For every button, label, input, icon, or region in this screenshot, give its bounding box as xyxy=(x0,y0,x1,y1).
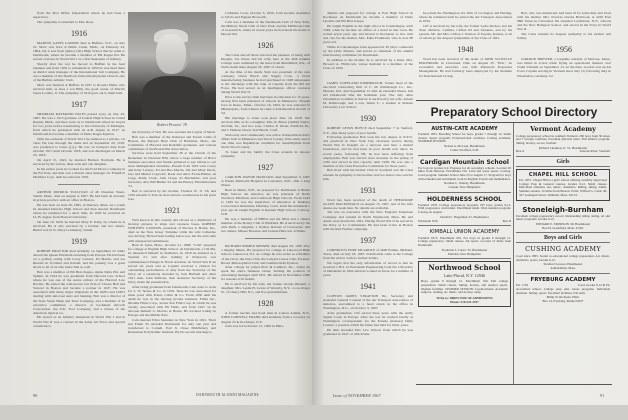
ad-name: CUSHING ACADEMY xyxy=(525,245,601,254)
right-column-2 xyxy=(419,11,512,78)
ad-name: HOLDERNESS SCHOOL xyxy=(427,195,502,203)
ad-body: Coed since 1865. Sound co-educational college preparation. Art, music, dramatics, sports. Grades 9-12. xyxy=(516,253,610,262)
section-heading-boys-and-girls: Boys and Girls xyxy=(516,234,610,243)
ad-established: Est. 1792 xyxy=(516,283,529,288)
ad-northwood xyxy=(418,261,511,307)
obituary-paragraph: Word has been received of the death of JOHN SCOVILLE HOLBROOK in Cleveland, Ohio on August 25. "Bob," an economist and associate, was with Rubenoid Properties Management. He had formerly been employed by the Institute for International Living. xyxy=(419,57,512,78)
ad-body: Founded 1879. College preparatory program, 185 boys, grades 9-12. With progressive curriculum. Enrollment small. Well-rounded program. Catalog on request. xyxy=(418,202,511,215)
obituary-paragraph: Bob lived with his brother Clint in Southold and the Class extends its sympathy to his brother and two sisters who survive him. xyxy=(323,168,413,181)
directory-right-column xyxy=(514,123,612,384)
ad-headmaster: Stratford Lawson, Headmaster xyxy=(543,262,583,267)
page-number: 90 xyxy=(33,393,38,398)
obituary-paragraph: We regret that the only information of record is that he received a B.S. in Petroleum Engineering from the University of Oklahoma in 1942 and had worked in Texas for a number of years. xyxy=(323,260,413,277)
left-column-3 xyxy=(221,11,310,329)
ad-location: Lake Placid, N.Y. 12946 xyxy=(443,273,486,279)
obituary-paragraph: Well known in this country and abroad as a distributor of moving pictures to ships and overseas bases, ROBERT WHITNEY CANNON, president of Movies at Home, Inc., died on the New Jersey Turnpike while his wife Catherine was driving. He had been feeling below par, but the end came with unexpected suddenness. xyxy=(128,218,216,243)
obituary-paragraph: The Class extends its deepest sympathy to his mother and family. xyxy=(517,31,611,41)
obituary-paragraph: CARLTON WAYNE HANCOCK died September 5, 1967 at Weeks Memorial Hospital in Lancaster, N.H., after a long illness. xyxy=(221,174,310,188)
obituary-paragraph: Marv was married at Buffalo in 1937 to Rosetta Hahn, who survives him, as does a son Billy, the good owner of Marvin Gates Loomis, Jr. The sympathy of 1916 goes out to them both. xyxy=(33,82,125,95)
ad-name: AUSTIN-CATE ACADEMY xyxy=(431,126,498,132)
ad-body: Excellent college preparatory record. Outstanding riding, skiing, art and music programs. Grades 9-12. xyxy=(516,213,610,222)
left-page xyxy=(0,0,312,405)
section-heading-girls: Girls xyxy=(516,158,610,167)
obituary-paragraph: In his earlier years he worked for the Ford Motor Company in the Far East, and then was a district sales manager for Frankfort Distillers Corp. until he retired in 1952. xyxy=(33,166,125,179)
right-column-1 xyxy=(323,11,413,337)
ad-headmaster: Nelson A. McLean, Headmaster xyxy=(444,144,485,149)
ad-stoneleigh-burnham xyxy=(516,204,610,234)
obituary-paragraph: ROBERT PROCTOR died suddenly on September 25 while aboard the Queen Elizabeth returning from Europe. He had been on a golfing outing with Corey Larners, Ed Martin, and Joe Russell in Scotland and Ireland, and his passing was a great shock to all of us who knew him so well. xyxy=(33,248,125,270)
ad-phone: Phone: 518-523-3357 xyxy=(450,299,479,304)
obituary-paragraph: from the Post Office Department where he had been a supervisor. xyxy=(33,11,125,20)
preparatory-school-directory xyxy=(416,100,612,385)
class-year-heading: 1928 xyxy=(257,299,274,309)
ad-body: College preparatory school in southern Vermont. 260 boys from 30 states and 7 foreign countries. Excellent physical plant. Full athletic program. Skiing, hockey, soccer, football. xyxy=(516,133,610,145)
obituary-paragraph: CLIFTON JAMES STRATTON JR., Secretary and Assistant General Counsel of the Air Transport Association of America, succumbed to a heart attack in his office in Washington, D.C., on October 3, 1967. xyxy=(323,294,413,311)
obituary-paragraph: He was a member of NHEA and the NEA and a charter member of the Rotary Club of Pittsfield. He is survived by his wife Ruth, a daughter, a brother, Roland of Gloucester, and two sisters, Misses Florence and Celeste Hancock of Milan. xyxy=(221,216,310,234)
obituary-paragraph: He is survived by his wife, the former Gladys Bennett, a daughter, Mrs. Leslie H. Lewis of Waverly, N.Y., a son, Roger W. of Cherry Hill, N.J., and five grandchildren. xyxy=(221,282,310,295)
obituary-paragraph: After graduation, Clif served three years with the Army Signal Corps in Europe. After the war he worked briefly as Washington correspondent for the Eureka (Kansas) Daily Courier, a position which his father had held for thirty years. xyxy=(323,310,413,328)
obituary-paragraph: ROBERT LEWIS BOYCE died September 7 in Sanford, N.Y., after many years of poor health. xyxy=(323,126,413,135)
ad-headmaster: Frederick S. Carter '35, Headmaster xyxy=(441,247,488,252)
obituary-paragraph: he joined the Washington law firm of Covington and Burling, where he remained until he joined the Air Transport Association in 1956. xyxy=(419,11,512,24)
portrait-photo xyxy=(128,12,216,120)
ad-address: Meriden, New Hampshire xyxy=(447,251,482,256)
obituary-paragraph: MERRIAM RAYMOND FALES passed away on July 26, 1967. He was a 1913 graduate of Central High School in Grand Rapids, Mich., and then went on to Dartmouth where he stayed for two years before transferring to the University of Michigan, from which he graduated with an A.B. degree in 1917. At Dartmouth he became a member of Delta Kappa Epsilon. xyxy=(33,112,125,137)
obituary-paragraph: Shortly after the war he moved to Buffalo in the feed business and from 1932 to retirement in 1959 he was head there as district sales manager of the International Salt Company. He was a member of the Dearborn United Presbyterian Church, also of the Buffalo Athletic Club. xyxy=(33,61,125,83)
ad-grades: Coed. Grades 9-12 & PG xyxy=(577,283,610,288)
class-year-heading: 1917 xyxy=(71,100,87,109)
ad-body: For boys in Grades 6-9. Prepares for all secondary schools. Located 20 miles from Hanover. Enrollment 150. Land and water sports. Catalog. Coed program. Summer School June 23 to August 17. Program for boys with remedial and enrichment work in English, French and mathematics. xyxy=(418,165,511,181)
ad-body: Boys, grades 9 through 12. Enrollment 160. Full college preparation. Small classes. Skiing, hockey, and outdoor sports. Modern facilities. SUMMER SESSION: Coeducational. Academic subjects, reading, art, music, and hockey camp. xyxy=(421,279,508,295)
obituary-paragraph: CORNELIUS FORT MCARDLE of 2600 Fannin, Midland, Texas, died on July 18, 1967. Notification came to the College from his widow with no further details. xyxy=(323,247,413,261)
obituary-paragraph: A former teacher and hotel man in Canton Adams, N.Y., JOHN CORWELL FRANK died suddenly from a coronary on August 25 in Rochester, N.Y. xyxy=(221,311,310,324)
class-year-heading: 1921 xyxy=(164,206,180,216)
ad-address: Box H, Greenfield, Mass. 01301 xyxy=(542,225,584,230)
class-year-heading: 1916 xyxy=(71,28,87,38)
obituary-paragraph: He then attended Yale Law School, from which he was graduated in 1947, at which time xyxy=(323,327,413,336)
ad-cardigan xyxy=(418,157,511,193)
obituary-paragraph: Bob was a member of Phi Beta Kappa, Alpha Delta Phi, and Sphinx. In 1924 he was graduated from Harvard Law School where he was one of the senior editors of the Harvard Law Review. He joined the well-known law firm of Choate Hall and Stewart in Boston and became a partner in 1927. He was associated with many major litigations in the 1920's and 1930's dealing with anti-trust suits and banking. Bob was a director of the State Street Bank and Trust Company, and a member of its executive committee; a director of Lockheed Aircraft Corporation, the O.K. Tool Company, and a trustee of the American Optical Co. xyxy=(33,269,125,315)
ad-name: Cardigan Mountain School xyxy=(420,158,509,166)
obituary-paragraph: JAMES COPELAND KIMBROUGH, former head of the electrical contracting firm of C. M. Kimbrough Co., Inc., Muncie, Ind., died September 12 after an extended illness. Jim left Dartmouth after his freshman year. The only other information available is that he is survived by his wife, Arleen M. Kimbrough, and a son, James T., a student at Indiana University Law School. xyxy=(323,80,413,110)
ad-name: CHAPEL HILL SCHOOL xyxy=(528,172,598,179)
ad-cushing xyxy=(516,244,610,273)
obituary-paragraph: delphia and prepared for college at East High School in Rochester. At Dartmouth he became a member of Delta Upsilon and Phi Beta Kappa. xyxy=(323,11,413,24)
ad-body: Founded 1833. Boarding School for boys, grades 7 through 12. Small classes. Sports program. Extracurricular activities. Catalog available. SUMMER SESSION. xyxy=(418,132,511,144)
ad-headmaster: Donald C. Hagerman '41, Headmaster xyxy=(440,214,489,219)
ad-name: Northwood School xyxy=(428,263,501,273)
ad-kimball-union xyxy=(418,227,511,259)
obituary-paragraph: Bob was a member of the Somerset and Tavern Clubs of Boston, the Myopia Hunt Club of Hamilton, Mass., the Committee of Harvard and Radcliffe graduates, and various committees of the Boston Bar Association. xyxy=(128,134,216,151)
obituary-paragraph: To Janet and his family the Class extends its sincere sympathy. xyxy=(221,149,310,158)
class-year-heading: 1948 xyxy=(457,45,474,55)
ad-headmaster: Philip W. Richards, Hdm. xyxy=(546,295,580,300)
running-foot: DARTMOUTH ALUMNI MAGAZINE xyxy=(196,393,259,397)
obituary-paragraph: RICHARD BOMER MEINER died August 29, 1967 after a lengthy illness. He prepared for college at Lakewood High School, Lakewood, N.J. At college he was active as a member of the Choir, the Glee Club, the Ledyard Canoe Club, Forensic Board, Philosophical Club, and Gamma Delta Epsilon. xyxy=(221,244,311,265)
obituary-paragraph: Cam was a member of the Dartmouth Club of New York, the Military Naval Club of New York, and the Millbrook Club of Greenwich, where in recent years he had made his home at Dewart Rd. xyxy=(221,19,310,36)
obituary-paragraph: He taught English in the high school in Canandaigua, until 1948, when he became an officer of a hotel in that town. He retired seven years ago and moved to Rochester to live with and care for his mother, Mrs. Edna Frankland, who is now 88 years old. xyxy=(323,23,413,45)
left-column-2 xyxy=(128,130,216,335)
left-column-1 xyxy=(33,11,125,328)
class-year-heading: 1956 xyxy=(556,45,572,55)
obituary-paragraph: He was born on June 20, 1895, at Danvers, Mass. As a youth he attended Danvers High School and then entered Dartmouth where he remained for a short time. In 1920 he received an LL.B. degree from Boston University. xyxy=(33,202,125,220)
divider xyxy=(348,75,389,76)
ad-address: Box 14, Fryeburg, Maine 04037 xyxy=(542,298,584,303)
ad-address: Plymouth, N.H. xyxy=(418,218,439,223)
directory-left-column xyxy=(416,123,514,384)
obituary-paragraph: the Secretary of War. He was awarded the Legion of Merit. xyxy=(132,130,216,134)
obituary-paragraph: Born in Milan, N.H., he prepared for Dartmouth at Berlin High School. An educator, he was principal of North Stratford, Pittsfield, and Colebrook High Schools. From 1943 to 1945 he was the supervisor of education at Danbury Correctional Institution, Danbury, Conn. Until his retirement a year ago he taught English at Kennett High School, Conway, N.H. xyxy=(221,187,310,217)
ad-body: Founded 1813. Enrollment 250. For boys in grades 9 through 12. College preparatory. Small classes. All sports. Located 12 miles from Dartmouth. xyxy=(418,235,511,248)
obituary-paragraph: The Class and all those who had the pleasure of being with Imogen, Joe Owen and his wife, here at the 40th Alumni College were saddened by the news from Marshfield, Wis., of Stub's death there August 26, 1967 of cancer. xyxy=(221,53,310,70)
obituary-paragraph: Bob is survived by his brother, Thomas W. Jr. '18, and 1919 extends to Tom its most sincere condolences in his great loss. xyxy=(128,188,216,201)
directory-title: Preparatory School Directory xyxy=(416,101,612,123)
obituary-paragraph: Following graduation Bob took his law degree at N.Y.U. and practiced in New York City. Overseas service during World War II brought on a nervous and later a mental breakdown, and he had been in poor health ever since. In recent years, following TB, he had been suffering from emphysema. Bob was elected class treasurer in the spring of 1930 and served in that capacity until 1938. He was also a member of the Class Executive Committee for those years. xyxy=(323,135,413,168)
ad-footer-row xyxy=(418,220,511,224)
ad-address: Canaan, New Hampshire xyxy=(448,185,481,190)
obituary-paragraph: Clif is survived by his wife, the former Lydia Decker, and his three children, Cynthia, Clifton III and Suzanne, and by his parents, Mr. and Mrs. Clifton J. Stratton of Topeka, Kansas, to all of whom go the deepest sympathies of the Class of 1941. xyxy=(419,23,512,41)
ad-name: Vermont Academy xyxy=(530,125,596,133)
class-year-heading: 1941 xyxy=(360,282,376,292)
ad-body: Accredited school. College prep plus career programs. Individual attention. Skiing, sports. Excellent facilities. Fall term. xyxy=(516,286,610,295)
ad-footer-row xyxy=(516,150,610,154)
obituary-paragraph: Our sympathy is extended to Mrs. Ross. xyxy=(37,19,94,24)
obituary-paragraph: Born in Lynn, Mass., October 21, 1898, "Cam" prepared for college at English High School. At Dartmouth, a Chi Phi, he interested himself in dramatics. In 1918 he enlisted as a Seaman 2/c and after training at Pensacola was commissioned Ensign in Naval Aviation. In World War II he served six years and as Captain received a citation for outstanding performance of duty from the Secretary of the Navy. At a ceremony attended by Jack Hubbell and other 1921 men, John Sullivan, then Assistant Secretary of the Navy, made the presentation. xyxy=(128,243,216,284)
ad-box: Box A xyxy=(516,149,525,154)
obituary-paragraph: GORDON BREWER, a longtime resident of Melrose, Mass., was killed in action while flying an operational mission over South Vietnam on September 14. At the time, Gordon was an Air Force Captain serving in Vietnam since July 10, following duty in Wiesbaden, Germany, for xyxy=(517,57,611,78)
ad-name: Stoneleigh-Burnham xyxy=(522,205,604,214)
obituary-paragraph: On June 10, 1926, he married Mary E. Kiely, by whom he is survived. He is also survived by a brother, and two sisters. Burial was in St. Mary's Cemetery, Salem. xyxy=(33,219,125,232)
ad-name: KIMBALL UNION ACADEMY xyxy=(429,229,500,236)
obituary-paragraph: Services were held September 28 at the Church of the Redeemer in Chestnut Hill, where a large number of Bob's business associates and friends gathered to pay tribute to our most distinguished classmate. Present from 1919 were Corey and Kitty Larners, Ed and Bea Martin, Jim and Mary Davis, Gus and Muriel Cogswell, Rook and Alice Evans-Blaine, Al Copp, Prudy Clark, John Clapp, Al Batchelder, and your Secretary. Also Bill Bullen '22 and the Barney Thistlethwaites '21. xyxy=(128,151,216,189)
obituary-paragraph: ARTHUR PATRICK SULLIVAN of 46 Chestnut Street, Salem, Mass., died on August 4, 1967. He had been an attorney in private practice with an office in Boston. xyxy=(33,190,125,203)
obituary-paragraph: Bob, who was unmarried, had been ill for some time and lived with his mother, Mrs. Dolores Owens Holbrook, at 4220 East 98th Street in Cleveland. He attended Larchmont, N.Y., schools and the New Hampton School, and served in the Navy in World War II. xyxy=(517,11,611,32)
obituary-paragraph: He served as an Infantry lieutenant in World War I and in World War II was a colonel in the Army Air Force and special consultant to xyxy=(33,315,125,328)
ad-address: Saxtons River, Vermont xyxy=(579,149,610,154)
obituary-paragraph: Cam married Edna Saunders in New York in 1921. Their son Frank '45 attended Dartmouth for only one year and transferred to Cornell. Earl Jr. chose Middlebury and Rensselaer Polytechnic Institute. By his second marriage to xyxy=(128,317,216,335)
obituary-paragraph: Prior to his service Stub had been in education for 15 years, having first been principal of schools in Minnesota. Though born in Osseo, Minn., October 16, 1904, he was educated in Minneapolis, from whence he came to Dartmouth in the fall of '22. xyxy=(221,95,310,116)
ad-contact: Write to: DIRECTOR OF ADMISSIONS xyxy=(436,296,493,301)
obituary-paragraph: Catherine Cook, October 3, 1950, Cam became stepfather to Sylvia and Eugene Bosworth. xyxy=(221,11,310,20)
photo-caption: Robert Proctor '19 xyxy=(156,122,188,127)
right-column-3 xyxy=(517,11,611,78)
class-year-heading: 1931 xyxy=(360,185,376,195)
obituary-paragraph: After being graduated from Dartmouth, Cam went to work for S. W. Straus & Co. in 1919. Then he was associated for three years with Potter, Cutler & Co. From 1930 until his death he was in the moving picture business, Films Inc., Modern Films Corp., Seven Star Film Corp. in which he was closely associated with Eli Helis, and from 1947 on he devoted himself to Movies at Home. He traveled widely in Europe and the Middle East. xyxy=(128,284,216,318)
divider xyxy=(245,238,285,239)
obituary-paragraph: After college he joined Pratt & Lambert, Inc., where he spent his entire business career, holding the position of advertising manager until 1951. He retired in November 1966 for reasons of ill health. xyxy=(221,265,310,282)
obituary-paragraph: On April 15, 1921, he married Barbara Northam. He is survived by his widow, three sons and one daughter. xyxy=(33,158,125,167)
class-year-heading: 1927 xyxy=(257,162,274,172)
class-year-heading: 1930 xyxy=(360,114,376,124)
ad-box: Box D xyxy=(502,218,511,223)
obituary-paragraph: Ted was an executive with the New England Telephone Company and resided in North Weymouth, Mass. He and Annie were married in 1941. During World War II he served in the Navy as Lt. Commander. He had been active in Boston with the Red Feather campaign. xyxy=(323,210,413,231)
ad-vermont-academy xyxy=(516,124,610,157)
obituary-paragraph: Word has been received of the death of THEODORE ALLEN MACDONALD on August 15, 1967, and of his wife Annie one week later. No details are available. xyxy=(323,197,413,210)
ad-headmaster: EDWARD E. EMERSON '40, Headmaster xyxy=(535,221,591,226)
directory-columns xyxy=(416,123,612,384)
obituary-paragraph: John was born October 12, 1906 in Phila- xyxy=(225,324,285,329)
ad-holderness xyxy=(418,194,511,227)
running-foot: Issue of NOVEMBER 1967 xyxy=(333,393,381,398)
page-number: 91 xyxy=(600,393,605,398)
ad-address: Ashburnham, Mass. xyxy=(550,265,576,270)
ad-austin-cate xyxy=(418,124,511,156)
obituary-paragraph: With the outbreak of World War I he enlisted as a private, 1st class. He rose through the ranks and on September 20, 1918, was promoted to Lieut. (j.g.). He was on transport duty from October 1917 until October 1918, and was discharged on March 25, 1919. xyxy=(33,137,125,158)
ad-address: Center Strafford, N.H. xyxy=(450,147,479,152)
obituary-paragraph: While in Canandaigua John appeared in 30 plays conducted by the Little Theatre, and served as chairman of the alumni interviewing committee for Dartmouth. xyxy=(323,44,413,57)
ad-headmaster: Norman C. Wakely, Headmaster xyxy=(443,181,486,186)
obituary-paragraph: His marriage to Janet took place June 16, 1928. She survives him, as do a daughter, Mrs. R. Bruce (Judith) Taylor, Norfolk, Va., and two sons, Charles P. Owen, Fairfield, Ill., and J. Hudson Owen, Seal Beach, Calif. xyxy=(221,115,310,133)
ad-body: Est. 1857. Chapel Hill is a girls' school offering carefully supervised College Prep & General courses. Grades 9-12. Small classes. Individual attention. Art, music, dramatics. Riding, skiing, tennis. Summer session. 10 miles from Boston. Write: Wilfred G. Clark '40, 327 Lexington Street, Waltham, Mass. 02154. xyxy=(519,178,607,197)
divider xyxy=(58,184,99,185)
ad-chapel-hill xyxy=(516,169,610,201)
ad-fryeburg xyxy=(516,275,610,306)
class-year-heading: 1919 xyxy=(71,236,87,246)
ad-name: FRYEBURG ACADEMY xyxy=(530,276,596,283)
obituary-paragraph: Stub early and continuously was active in Republican Party affairs both in Minnesota and Wood County, Wisconsin, and at one time was Republican candidate for assemblyman from North Wood County. xyxy=(221,132,310,150)
class-year-heading: 1926 xyxy=(257,41,274,51)
obituary-paragraph: In addition to his mother, he is survived by a sister, Mrs. Howard A. Hitchcock, whose husband is a member of the Class of 1920. xyxy=(323,57,413,70)
ad-headmaster: Richard Choiniere Jr. '51, Headmaster xyxy=(538,145,588,150)
class-year-heading: 1937 xyxy=(360,235,376,245)
obituary-paragraph: At the time of his death, Stub was president of his own company, Owen Block and Supply Corp., a block manufacturing business he had purchased in 1948 subsequent to his discharge with the rank of Captain from the 8th Air Force. He had served as an intelligence officer overseas during World War II. xyxy=(221,69,310,95)
obituary-paragraph: MARVIN GATES LOOMIS died at Buffalo, N.Y., on July 21. Marv was born at Battle Creek, Mich., on February 24, 1894, but it was from Quincy (Ill.) High School that he came to Dartmouth, where he became a member of Phi Kappa Psi. He served overseas in World War I as a first lieutenant of infantry. xyxy=(33,40,125,62)
